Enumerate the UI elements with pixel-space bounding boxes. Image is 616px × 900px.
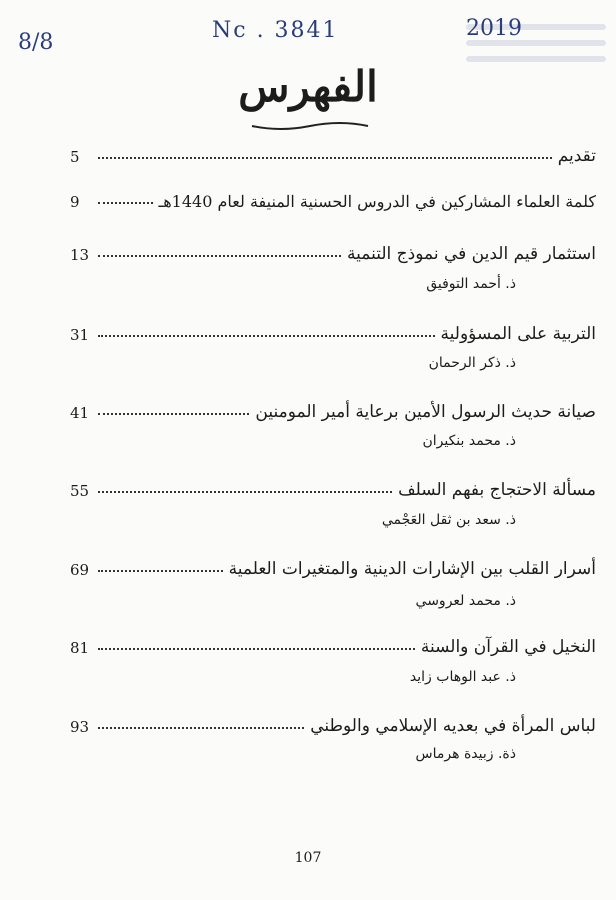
toc-entry-title: صيانة حديث الرسول الأمين برعاية أمير المومنين	[255, 402, 596, 422]
toc-entry	[70, 138, 596, 166]
toc-entry-title: التربية على المسؤولية	[440, 324, 596, 344]
leader-dots	[98, 202, 153, 204]
toc-entry-title: استثمار قيم الدين في نموذج التنمية	[347, 244, 596, 264]
toc-entry-title: النخيل في القرآن والسنة	[420, 637, 596, 657]
handwritten-year: 2019	[466, 16, 522, 41]
toc-entry-page: 5	[70, 148, 80, 166]
toc-entry-author: ذ. سعد بن ثقل العَجْمي	[381, 512, 516, 528]
toc-entry	[70, 316, 596, 344]
toc-entry	[70, 551, 596, 579]
toc-entry-author: ذ. ذكر الرحمان	[428, 355, 516, 371]
toc-entry	[70, 394, 596, 422]
leader-dots	[98, 157, 552, 159]
title-flourish	[250, 120, 370, 132]
toc-entry-title: أسرار القلب بين الإشارات الدينية والمتغيرات العلمية	[228, 559, 596, 579]
toc-entry-author: ذ. أحمد التوفيق	[426, 276, 516, 292]
leader-dots	[98, 255, 341, 257]
leader-dots	[98, 570, 223, 572]
toc-entry-title: كلمة العلماء المشاركين في الدروس الحسنية المنيفة لعام 1440هـ	[158, 192, 596, 211]
page-title: الفهرس	[238, 62, 378, 111]
toc-entry-page: 55	[70, 482, 90, 500]
leader-dots	[98, 335, 435, 337]
toc-entry-author: ذ. محمد لعروسي	[415, 593, 516, 609]
toc-entry-title: مسألة الاحتجاج بفهم السلف	[398, 480, 596, 500]
toc-entry-author: ذ. عبد الوهاب زايد	[409, 669, 516, 685]
toc-entry-page: 9	[70, 193, 80, 211]
handwritten-page-mark: 8/8	[18, 30, 54, 55]
toc-entry-title: تقديم	[557, 146, 596, 166]
toc-entry	[70, 236, 596, 264]
leader-dots	[98, 727, 304, 729]
toc-entry	[70, 472, 596, 500]
toc-entry	[70, 629, 596, 657]
toc-entry	[70, 183, 596, 211]
toc-entry-author: ذة. زبيدة هرماس	[415, 746, 516, 762]
toc-entry-author: ذ. محمد بنكيران	[422, 433, 516, 449]
leader-dots	[98, 491, 392, 493]
toc-entry-page: 69	[70, 561, 90, 579]
toc-entry-page: 81	[70, 639, 90, 657]
toc-entry-page: 31	[70, 326, 90, 344]
toc-entry-page: 13	[70, 246, 90, 264]
toc-entry-title: لباس المرأة في بعديه الإسلامي والوطني	[310, 716, 596, 736]
toc-entry	[70, 708, 596, 736]
toc-entry-page: 93	[70, 718, 90, 736]
page-number: 107	[294, 850, 322, 866]
toc-entry-page: 41	[70, 404, 90, 422]
handwritten-reference-number: Nc . 3841	[212, 18, 339, 43]
leader-dots	[98, 413, 249, 415]
leader-dots	[98, 648, 415, 650]
